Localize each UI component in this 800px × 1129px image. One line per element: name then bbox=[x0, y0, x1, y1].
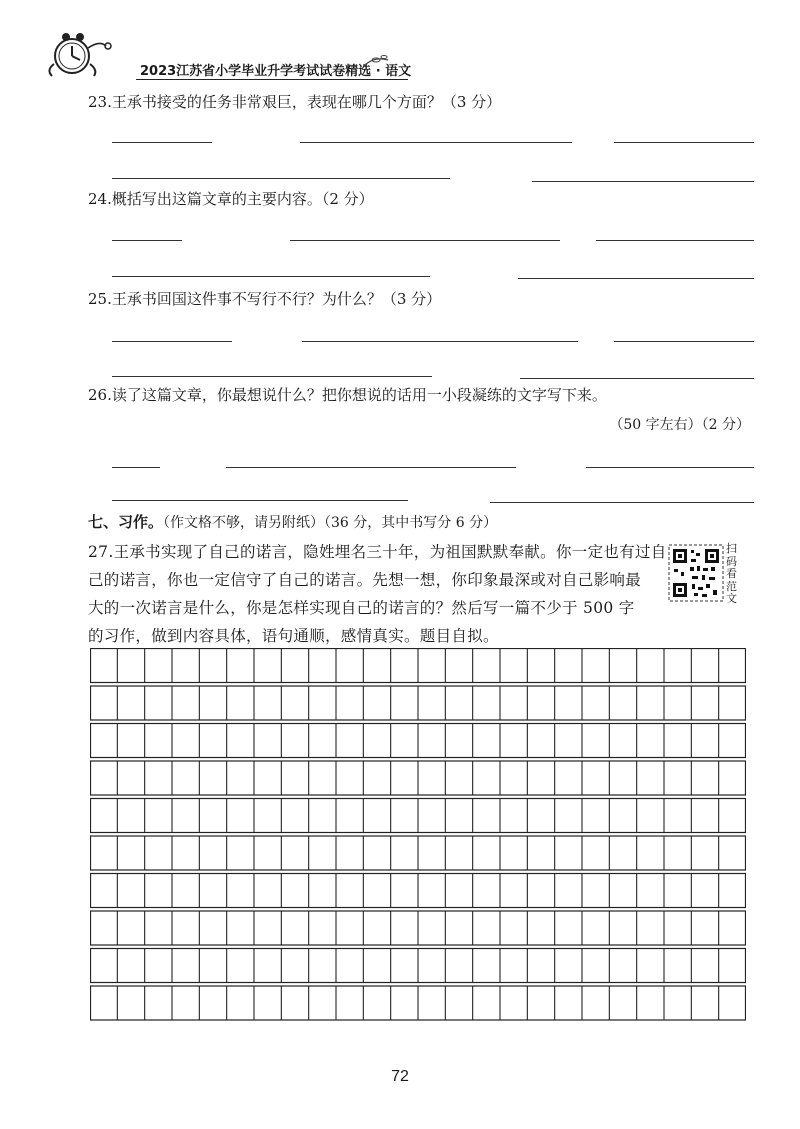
answer-line[interactable] bbox=[614, 341, 754, 342]
answer-line[interactable] bbox=[112, 142, 212, 143]
question-score: （50 字左右）（2 分） bbox=[609, 417, 750, 433]
question-number: 24. bbox=[88, 190, 112, 208]
question-number: 26. bbox=[88, 386, 112, 404]
page-header bbox=[40, 22, 420, 82]
question-score: （3 分） bbox=[441, 93, 502, 111]
answer-line[interactable] bbox=[518, 278, 754, 279]
question-number: 27. bbox=[88, 543, 114, 561]
composition-grid-lines[interactable] bbox=[90, 648, 746, 1028]
question-score: （2 分） bbox=[321, 190, 374, 208]
section-title bbox=[88, 511, 497, 532]
answer-line[interactable] bbox=[586, 467, 754, 468]
question-26 bbox=[88, 384, 607, 405]
answer-line[interactable] bbox=[596, 240, 754, 241]
composition-prompt-line: 大的一次诺言是什么，你是怎样实现自己的诺言的？然后写一篇不少于 500 字 bbox=[88, 599, 635, 617]
answer-line[interactable] bbox=[112, 500, 408, 501]
question-text: 王承书回国这件事不写行不行？为什么？ bbox=[111, 290, 382, 308]
answer-line[interactable] bbox=[112, 341, 232, 342]
question-text: 王承书接受的任务非常艰巨，表现在哪几个方面？ bbox=[111, 93, 442, 111]
answer-line[interactable] bbox=[290, 240, 560, 241]
question-text: 概括写出这篇文章的主要内容。 bbox=[111, 190, 322, 208]
composition-prompt-line: 的习作，做到内容具体，语句通顺，感情真实。题目自拟。 bbox=[88, 627, 499, 645]
answer-line[interactable] bbox=[532, 181, 754, 182]
qr-code-icon[interactable] bbox=[668, 544, 724, 602]
composition-prompt-line: 己的诺言，你也一定信守了自己的诺言。先想一想，你印象最深或对自己影响最 bbox=[88, 571, 642, 589]
answer-line[interactable] bbox=[302, 341, 578, 342]
answer-line[interactable] bbox=[112, 376, 432, 377]
qr-label: 扫码看范文 bbox=[726, 542, 737, 605]
composition-grid[interactable] bbox=[90, 648, 746, 1028]
header-title: 2023江苏省小学毕业升学考试试卷精选 · 语文 bbox=[140, 64, 412, 79]
leaf-sprig-icon bbox=[362, 52, 392, 70]
question-number: 23. bbox=[88, 93, 112, 111]
answer-line[interactable] bbox=[112, 276, 430, 277]
answer-line[interactable] bbox=[112, 240, 182, 241]
question-23 bbox=[88, 91, 501, 112]
question-25 bbox=[88, 288, 441, 309]
question-number: 25. bbox=[88, 290, 112, 308]
answer-line[interactable] bbox=[112, 178, 450, 179]
answer-line[interactable] bbox=[490, 502, 754, 503]
page-number: 72 bbox=[391, 1068, 409, 1085]
answer-line[interactable] bbox=[614, 142, 754, 143]
qr-code-block[interactable] bbox=[668, 541, 740, 605]
question-24 bbox=[88, 188, 374, 209]
question-text: 读了这篇文章，你最想说什么？把你想说的话用一小段凝练的文字写下来。 bbox=[111, 386, 607, 404]
answer-line[interactable] bbox=[226, 467, 516, 468]
cartoon-clock-mascot-icon bbox=[40, 22, 120, 82]
answer-line[interactable] bbox=[112, 467, 160, 468]
answer-line[interactable] bbox=[520, 378, 754, 379]
answer-line[interactable] bbox=[300, 142, 572, 143]
question-score: （3 分） bbox=[381, 290, 442, 308]
header-rule bbox=[136, 79, 408, 80]
composition-prompt-line: 27.王承书实现了自己的诺言，隐姓埋名三十年，为祖国默默奉献。你一定也有过自 bbox=[88, 543, 667, 561]
section-label: 七、习作。 bbox=[88, 513, 164, 531]
section-note: （作文格不够，请另附纸）（36 分，其中书写分 6 分） bbox=[163, 515, 498, 531]
